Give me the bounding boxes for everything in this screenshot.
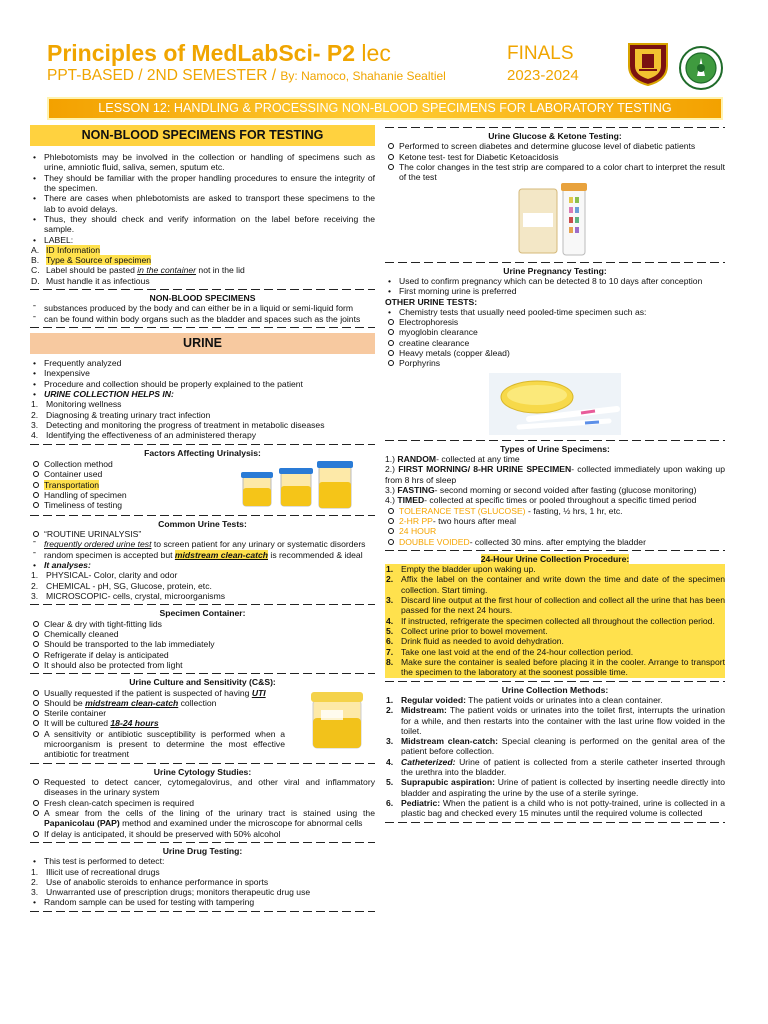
item-emphasis: 2-HR PP [399, 515, 433, 526]
item-text: Diagnosing & treating urinary tract infection [46, 409, 211, 420]
item-emphasis: Regular voided: [401, 694, 466, 705]
test-strip-image [513, 183, 597, 257]
divider [385, 125, 725, 130]
list-item: • First morning urine is preferred [385, 286, 725, 296]
item-text: Urine of patient is collected from a sterile catheter inserted through the urethra into the bladder. [401, 756, 725, 778]
subsection-title: Urine Drug Testing: [162, 845, 243, 856]
item-emphasis: midstream clean-catch [85, 697, 179, 708]
list-item: 3. Discard line output at the first hour of collection and collect all the urine that has been passed for the next 24 hours. [386, 595, 725, 616]
left-column [30, 124, 375, 915]
list-item: 4. If instructed, refrigerate the specimen collected all throughout the collection period. [385, 616, 725, 626]
list-item: 3. Unwarranted use of prescription drugs; monitors therapeutic drug use [31, 887, 311, 898]
list-item: 6. Pediatric: When the patient is a child who is not potty-trained, urine is collected in a plastic bag and checked every 15 minutes until the required volume is collected [386, 798, 725, 819]
list-item: 3. MICROSCOPIC- cells, crystal, microorganisms [31, 591, 226, 601]
list-item: • LABEL: [30, 235, 375, 245]
subsection-title: Urine Glucose & Ketone Testing: [488, 131, 622, 141]
item-number: B. [31, 255, 40, 266]
list-item: Sterile container [30, 708, 285, 718]
list-item: A sensitivity or antibiotic susceptibility is performed when a microorganism is present to determine the most effective antibiotic for treatment [30, 729, 285, 760]
list-item: • Phlebotomists may be involved in the collection or handling of specimens such as urine, amniotic fluid, saliva, semen, sputum etc. [30, 152, 375, 173]
list-item: ˉ substances produced by the body and can either be in a liquid or semi-liquid form [30, 303, 375, 313]
hr24-title: 24-Hour Urine Collection Procedure: [480, 553, 630, 564]
item-text: Should be [44, 697, 86, 708]
section-title-non-blood: NON-BLOOD SPECIMENS FOR TESTING [30, 125, 375, 146]
list-item: Ketone test- test for Diabetic Ketoacidosis [385, 152, 725, 162]
list-item [30, 480, 180, 490]
divider [30, 513, 375, 518]
finals-label: FINALS [507, 43, 574, 64]
item-text: Urine of patient is collected by inserting needle directly into bladder and aspirating the urine by the use of a sterile syringe. [401, 777, 725, 798]
list-item: The color changes in the test strip are compared to a color chart to interpret the result of the test [385, 162, 725, 183]
other-tests-title: OTHER URINE TESTS: [385, 296, 478, 307]
list-item: If delay is anticipated, it should be preserved with 50% alcohol [30, 829, 375, 839]
item-text: Unwarranted use of prescription drugs; monitors therapeutic drug use [46, 887, 311, 898]
divider [385, 548, 725, 553]
item-text: Usually requested if the patient is suspected of having [44, 687, 252, 698]
item-emphasis: midstream clean-catch [174, 549, 269, 560]
list-item: Chemically cleaned [30, 629, 375, 639]
list-item: Performed to screen diabetes and determine glucose level of diabetic patients [385, 141, 725, 151]
common-tests-list [30, 529, 375, 539]
list-item: 8. Make sure the container is sealed before placing it in the cooler. Arrange to transport the specimen to the laboratory at the soonest possible time. [386, 656, 725, 678]
list-item: Should be transported to the lab immediately [30, 639, 375, 649]
list-item [385, 537, 725, 547]
list-item: • Procedure and collection should be properly explained to the patient [30, 379, 375, 389]
specimen-cup-image [307, 688, 367, 750]
item-text: MICROSCOPIC- cells, crystal, microorganisms [46, 591, 226, 601]
item-emphasis: Suprapubic aspiration: [401, 777, 495, 788]
divider [30, 840, 375, 845]
pregnancy-test-image [489, 373, 621, 435]
item-text: Drink fluid as needed to avoid dehydration. [401, 636, 564, 647]
list-item: • Used to confirm pregnancy which can be detected 8 to 10 days after conception [385, 276, 725, 286]
item-text: is recommended & ideal [268, 549, 363, 560]
item-emphasis: 24 HOUR [399, 526, 437, 537]
list-item: creatine clearance [385, 338, 725, 348]
item-emphasis: Pediatric: [401, 798, 441, 808]
item-text: not in the lid [196, 265, 245, 276]
list-item: 6. Drink fluid as needed to avoid dehydration. [385, 636, 725, 646]
specimen-types [385, 454, 725, 506]
item-emphasis: DOUBLE VOIDED [399, 536, 470, 547]
list-item: • They should be familiar with the proper handling procedures to ensure the integrity of the specimen. [30, 173, 375, 194]
item-text: Empty the bladder upon waking up. [401, 564, 536, 575]
test-strip-image-wrap [385, 183, 725, 259]
divider [30, 761, 375, 766]
item-number: C. [31, 265, 40, 276]
list-item: 4. Catheterized: Urine of patient is collected from a sterile catheter inserted through the urethra into the bladder. [386, 756, 725, 778]
list-item [30, 389, 375, 399]
item-text: The patient voids or urinates into a clean container. [465, 694, 663, 705]
item-text: Detecting and monitoring the progress of treatment in metabolic diseases [46, 419, 325, 430]
pregnancy-list [385, 276, 725, 297]
divider [30, 671, 375, 676]
list-item: 7. Take one last void at the end of the 24-hour collection period. [385, 647, 725, 657]
divider [385, 438, 725, 443]
24hr-procedure-list [385, 564, 725, 677]
non-blood-intro-list [30, 152, 375, 245]
subsection-title: Urine Collection Methods: [501, 684, 609, 695]
item-emphasis: in the container [137, 265, 197, 276]
analyses-label [30, 560, 375, 570]
other-tests-list [385, 317, 725, 369]
item-number: A. [31, 244, 40, 255]
byline: By: Namoco, Shahanie Sealtiel [280, 69, 446, 83]
label-list [30, 245, 375, 286]
drug-test-intro [30, 856, 375, 866]
item-emphasis: TOLERANCE TEST (GLUCOSE) [399, 505, 526, 516]
list-item: Fresh clean-catch specimen is required [30, 798, 375, 808]
list-item: 1.) RANDOM- collected at any time [385, 454, 520, 464]
list-item: 4.) TIMED- collected at specific times or pooled throughout a specific timed period [385, 495, 697, 506]
list-item: Clear & dry with tight-fitting lids [30, 619, 375, 629]
item-text: ID Information [46, 244, 100, 255]
list-item: ˉ can be found within body organs such as the bladder and spaces such as the joints [30, 314, 375, 324]
list-item: Container used [30, 469, 180, 479]
subsection-title: Factors Affecting Urinalysis: [144, 447, 261, 458]
item-text: Illicit use of recreational drugs [46, 866, 160, 877]
item-text: PHYSICAL- Color, clarity and odor [46, 570, 178, 581]
list-item [30, 255, 375, 265]
list-item [30, 718, 285, 728]
list-item: It should also be protected from light [30, 660, 375, 670]
item-text: Transportation [44, 479, 100, 490]
list-item: 2. Diagnosing & treating urinary tract infection [31, 409, 211, 420]
list-item: 1. Illicit use of recreational drugs [31, 866, 160, 877]
list-item [30, 560, 375, 570]
list-item: • Frequently analyzed [30, 358, 375, 368]
list-item: “ROUTINE URINALYSIS” [30, 529, 375, 539]
list-item: Handling of specimen [30, 490, 180, 500]
list-item: 5. Collect urine prior to bowel movement. [385, 626, 725, 636]
subsection-title: Urine Cytology Studies: [153, 766, 252, 777]
item-text: The patient voids or urinates into the toilet first, interrupts the urination for a while, and then restarts into the container with the last urine flow voided in the toilet. [401, 705, 725, 736]
item-emphasis: 18-24 hours [110, 718, 159, 729]
list-item [385, 516, 725, 526]
culture-row [30, 688, 375, 760]
item-text: method and examined under the microscope for abnormal cells [119, 818, 363, 829]
item-text: Label should be pasted [46, 265, 138, 276]
subsection-title: Urine Culture and Sensitivity (C&S): [129, 677, 276, 688]
item-emphasis: UTI [251, 687, 266, 698]
title-main: Principles of MedLabSci- P2 [47, 40, 356, 66]
item-text: Special cleaning is performed on the genital area of the patient before collection. [401, 736, 725, 757]
item-text: Collect urine prior to bowel movement. [401, 626, 548, 636]
common-tests-details [30, 539, 375, 560]
list-item: 2.) FIRST MORNING/ 8-HR URINE SPECIMEN- collected immediately upon waking up from 8 hrs of sleep [385, 464, 725, 485]
timed-types-list [385, 506, 725, 547]
subsection-title: NON-BLOOD SPECIMENS [149, 293, 256, 304]
item-text: CHEMICAL - pH, SG, Glucose, protein, etc. [46, 580, 212, 591]
list-item: Requested to detect cancer, cytomegalovirus, and other viral and inflammatory diseases in the urinary system [30, 777, 375, 798]
document-title [47, 40, 391, 68]
item-text: - collected 30 mins. after emptying the bladder [469, 536, 646, 547]
item-text: Type & Source of specimen [46, 255, 152, 266]
divider [30, 442, 375, 447]
title-lec: lec [355, 40, 391, 66]
subsection-title: Common Urine Tests: [158, 518, 247, 529]
item-text: URINE COLLECTION HELPS IN: [44, 388, 174, 399]
divider [30, 287, 375, 292]
subsection-title [385, 554, 725, 564]
list-item: 2. Midstream: The patient voids or urinates into the toilet first, interrupts the urination for a while, and then restarts into the container with the last urine flow voided in the toilet. [386, 705, 725, 736]
list-item: 2. Use of anabolic steroids to enhance performance in sports [31, 876, 269, 887]
list-item: Electrophoresis [385, 317, 725, 327]
collection-methods-list [385, 695, 725, 819]
item-number: D. [31, 275, 40, 286]
right-column [385, 124, 725, 826]
list-item: 1. Empty the bladder upon waking up. [385, 564, 725, 574]
other-tests-intro [385, 307, 725, 317]
subsection-title: Urine Pregnancy Testing: [503, 265, 607, 276]
list-item: 1. Regular voided: The patient voids or urinates into a clean container. [386, 694, 663, 705]
list-item: • There are cases when phlebotomists are asked to transport these specimens to the lab to avoid delays. [30, 193, 375, 214]
list-item: • This test is performed to detect: [30, 856, 375, 866]
item-text: Discard line output at the first hour of collection and collect all the urine that has been passed for the next 24 hours. [401, 595, 725, 616]
list-item [30, 698, 285, 708]
factors-row [30, 458, 375, 512]
culture-list [30, 688, 285, 760]
drug-test-list [30, 867, 375, 898]
section-title-urine: URINE [30, 333, 375, 354]
analyses-list [30, 570, 375, 601]
item-text: A smear from the cells of the lining of the urinary tract is stained using the [44, 807, 375, 818]
item-text: Must handle it as infectious [46, 275, 150, 286]
item-text: Identifying the effectiveness of an administered therapy [46, 430, 257, 441]
list-item: Heavy metals (copper &lead) [385, 348, 725, 358]
list-item: • Thus, they should check and verify information on the label before receiving the sample. [30, 214, 375, 235]
item-text: collection [178, 697, 217, 708]
item-emphasis: Catheterized: [401, 756, 456, 767]
list-item [30, 245, 375, 255]
list-item: Timeliness of testing [30, 500, 180, 510]
list-item: 3. Midstream clean-catch: Special cleaning is performed on the genital area of the patient before collection. [386, 736, 725, 757]
item-text: Take one last void at the end of the 24-hour collection period. [401, 646, 634, 657]
list-item [30, 688, 285, 698]
subsection-title: Specimen Container: [159, 608, 246, 619]
list-item [30, 808, 375, 829]
item-emphasis: Midstream clean-catch: [401, 736, 498, 747]
list-item [30, 265, 375, 275]
item-text: It will be cultured [44, 718, 111, 729]
factors-list [30, 459, 180, 511]
document-header [47, 40, 747, 90]
item-text: - fasting, ½ hrs, 1 hr, etc. [525, 505, 623, 516]
list-item: 2. CHEMICAL - pH, SG, Glucose, protein, etc. [31, 580, 212, 591]
list-item [30, 276, 375, 286]
list-item: 1. PHYSICAL- Color, clarity and odor [31, 570, 178, 581]
item-text: Affix the label on the container and write down the time and date of the specimen collection. Start timing. [401, 574, 725, 595]
list-item: • Inexpensive [30, 368, 375, 378]
item-emphasis: Midstream: [401, 705, 447, 716]
item-emphasis: frequently ordered urine test [44, 539, 152, 550]
list-item [30, 539, 375, 549]
item-emphasis: Papanicolau (PAP) [44, 818, 120, 829]
lesson-banner: LESSON 12: HANDLING & PROCESSING NON-BLOOD SPECIMENS FOR LABORATORY TESTING [47, 97, 723, 120]
list-item: Refrigerate if delay is anticipated [30, 650, 375, 660]
list-item: 3.) FASTING- second morning or second voided after fasting (glucose monitoring) [385, 484, 697, 495]
item-text: Make sure the container is sealed before placing it in the cooler. Arrange to transport the specimen to the laboratory at the soonest possible time. [401, 656, 725, 678]
item-text: Use of anabolic steroids to enhance performance in sports [46, 876, 269, 887]
list-item: 1. Monitoring wellness [31, 399, 122, 410]
item-text: It analyses: [44, 560, 91, 571]
document-subtitle [47, 67, 446, 86]
non-blood-def-list [30, 303, 375, 324]
list-item [30, 550, 375, 560]
pregnancy-image-wrap [385, 369, 725, 437]
urine-helps-list [30, 399, 375, 440]
item-text: - two hours after meal [432, 515, 517, 526]
list-item: 5. Suprapubic aspiration: Urine of patient is collected by inserting needle directly into bladder and aspirating the urine by the use of a sterile syringe. [386, 777, 725, 798]
divider [30, 325, 375, 330]
list-item: 3. Detecting and monitoring the progress of treatment in metabolic diseases [31, 419, 325, 430]
divider [30, 909, 375, 914]
item-text: When the patient is a child who is not potty-trained, urine is collected in a plastic bag and checked every 15 minutes until the required volume is collected [401, 798, 725, 819]
university-seal-icon [625, 40, 671, 86]
list-item: Porphyrins [385, 358, 725, 368]
urine-list [30, 358, 375, 399]
item-text: If instructed, refrigerate the specimen collected all throughout the collection period. [401, 615, 715, 626]
urine-cups-image [237, 458, 355, 512]
list-item [385, 526, 725, 536]
divider [385, 260, 725, 265]
item-text: random specimen is accepted but [44, 549, 175, 560]
specimen-container-list [30, 619, 375, 671]
cytology-list [30, 777, 375, 839]
list-item: • Random sample can be used for testing with tampering [30, 897, 375, 907]
list-item: 2. Affix the label on the container and write down the time and date of the specimen collection. Start timing. [386, 574, 725, 595]
drug-test-note [30, 897, 375, 907]
list-item [385, 506, 725, 516]
item-text: to screen patient for any urinary or systematic disorders [151, 539, 366, 550]
glucose-ketone-list [385, 141, 725, 182]
item-text: Monitoring wellness [46, 399, 122, 410]
subtitle-text: PPT-BASED / 2ND SEMESTER / [47, 67, 281, 84]
list-item: Collection method [30, 459, 180, 469]
list-item: 4. Identifying the effectiveness of an administered therapy [31, 430, 257, 441]
list-item: myoglobin clearance [385, 327, 725, 337]
department-seal-icon [679, 46, 723, 90]
divider [385, 679, 725, 684]
school-year: 2023-2024 [507, 67, 579, 84]
divider [385, 820, 725, 825]
list-item: • Chemistry tests that usually need pooled-time specimen such as: [385, 307, 725, 317]
divider [30, 602, 375, 607]
subsection-title: Types of Urine Specimens: [500, 443, 610, 454]
